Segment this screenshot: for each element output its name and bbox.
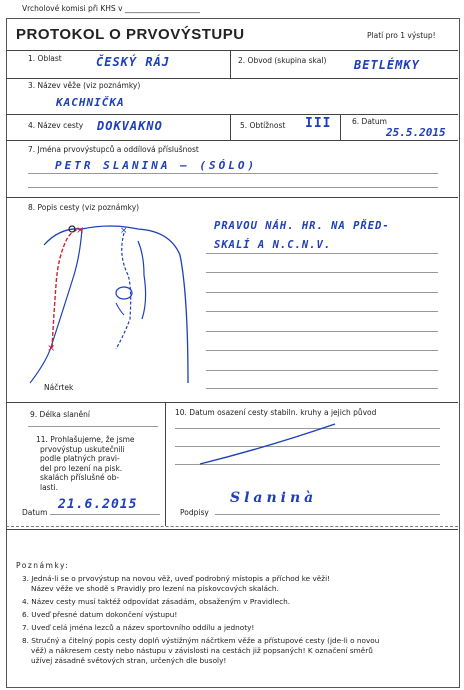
writing-line — [28, 187, 438, 188]
declaration-line: prvovýstup uskutečnili — [40, 444, 125, 454]
note-item: Název věže ve shodě s Pravidly pro lezení na pískovcových skalách. — [31, 584, 279, 593]
date-label: 6. Datum — [352, 117, 387, 126]
declaration-line: podle platných pravi- — [40, 454, 120, 464]
signatures-label: Podpisy — [180, 508, 209, 517]
divider — [6, 197, 458, 198]
declaration-line: lasti. — [40, 482, 58, 492]
divider — [6, 526, 458, 527]
description-label: 8. Popis cesty (viz poznámky) — [28, 203, 140, 212]
writing-line — [50, 514, 160, 515]
writing-line — [28, 426, 158, 427]
route-label: 4. Název cesty — [28, 121, 84, 130]
rock-outline — [116, 233, 131, 349]
note-item: 7. Uveď celá jména lezců a název sportovního oddílu a jednoty! — [22, 623, 255, 632]
writing-line — [206, 331, 438, 332]
note-item: 8. Stručný a čitelný popis cesty doplň výstižným náčrtkem věže a přístupové cesty (jde-li o novou — [22, 636, 380, 645]
district-label: 2. Obvod (skupina skal) — [238, 56, 327, 65]
writing-line — [206, 292, 438, 293]
form-title: PROTOKOL O PRVOVÝSTUPU — [16, 26, 245, 43]
rock-hole — [116, 287, 132, 299]
route-value: DOKVAKNO — [97, 119, 163, 133]
climbers-label: 7. Jména prvovýstupců a oddílová příslušnost — [28, 145, 199, 154]
note-item: 4. Název cesty musí taktéž odpovídat zásadám, obsaženým v Pravidlech. — [22, 597, 291, 606]
signatures-value: Slaninà — [230, 490, 318, 506]
anchors-label: 10. Datum osazení cesty stabiln. kruhy a jejich původ — [175, 408, 377, 417]
writing-line — [206, 370, 438, 371]
route-start-mark: × — [47, 343, 56, 354]
declaration-line: 11. Prohlašujeme, že jsme — [36, 435, 135, 444]
divider — [6, 114, 458, 115]
valid-for-note: Platí pro 1 výstup! — [367, 31, 436, 40]
difficulty-label: 5. Obtížnost — [240, 121, 286, 130]
note-item: věž) a nákresem cesty nebo nástupu v závislosti na cestách již popsaných! K označení směrů — [31, 646, 373, 655]
divider — [6, 140, 458, 141]
divider — [6, 78, 458, 79]
writing-line — [215, 514, 440, 515]
description-line-2: SKALÍ A N.C.N.V. — [214, 239, 332, 251]
strike-line — [200, 424, 335, 464]
note-item: užívej zásadně světových stran, určených dle busoly! — [31, 656, 227, 665]
divider — [6, 50, 458, 51]
rock-outline — [44, 226, 188, 383]
declaration-line: del pro lezení na pisk. — [40, 463, 123, 473]
writing-line — [206, 388, 438, 389]
committee-label: Vrcholové komisi při KHS v ____________________ — [22, 4, 200, 13]
writing-line — [206, 350, 438, 351]
description-line-1: PRAVOU NÁH. HR. NA PŘED- — [214, 220, 390, 232]
rock-outline — [50, 229, 82, 350]
difficulty-value: III — [305, 116, 332, 131]
sign-date-label: Datum — [22, 508, 48, 517]
divider — [6, 529, 458, 530]
writing-line — [206, 272, 438, 273]
rock-outline — [138, 241, 146, 319]
declaration-line: skalách příslušné ob- — [40, 473, 120, 483]
note-item: 3. Jedná-li se o prvovýstup na novou věž, uveď podrobný místopis a příchod ke věži! — [22, 574, 331, 583]
divider — [165, 402, 166, 526]
writing-line — [206, 311, 438, 312]
rock-outline — [116, 303, 124, 315]
divider — [6, 402, 458, 403]
area-label: 1. Oblast — [28, 54, 62, 63]
writing-line — [28, 173, 438, 174]
sketch-label: Náčrtek — [44, 383, 74, 392]
tower-top-mark: × — [120, 226, 128, 236]
divider — [340, 114, 341, 140]
route-top-mark: × — [76, 225, 85, 236]
climbers-value: PETR SLANINA — (SÓLO) — [55, 159, 258, 172]
district-value: BETLÉMKY — [354, 58, 420, 72]
date-value: 25.5.2015 — [386, 126, 446, 139]
anchors-strikeout — [195, 420, 345, 470]
descent-length-label: 9. Délka slanění — [30, 410, 90, 419]
route-sketch — [20, 215, 200, 390]
sign-date-value: 21.6.2015 — [58, 497, 138, 512]
declaration-text — [36, 435, 135, 493]
rock-outline — [30, 350, 50, 383]
notes-heading: Poznámky: — [16, 561, 70, 570]
tower-label: 3. Název věže (viz poznámky) — [28, 81, 141, 90]
note-item: 6. Uveď přesné datum dokončení výstupu! — [22, 610, 178, 619]
area-value: ČESKÝ RÁJ — [96, 55, 171, 69]
divider — [230, 114, 231, 140]
tower-value: KACHNIČKA — [56, 96, 125, 109]
notes-list — [22, 574, 379, 666]
writing-line — [206, 253, 438, 254]
divider — [230, 50, 231, 78]
